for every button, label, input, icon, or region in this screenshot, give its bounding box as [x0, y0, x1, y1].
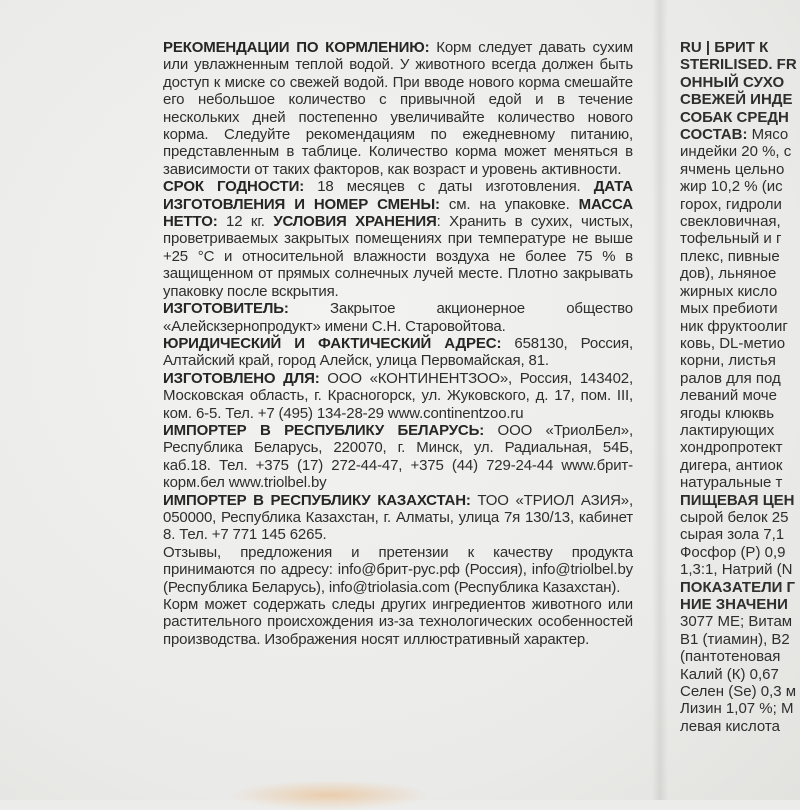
right-column-line: (пантотеновая: [680, 648, 781, 666]
right-column-line: жир 10,2 % (ис: [680, 178, 783, 196]
right-text-column: [680, 39, 800, 735]
shelf-life-title: СРОК ГОДНОСТИ:: [163, 178, 305, 196]
feedback-text: Отзывы, предложения и претензии к качеству продукта принимаются по адресу: info@брит-рус.рф (Россия), info@triolbel.by (Республика Беларусь), info@triolasia.com (Республика Казахстан).: [163, 543, 633, 596]
right-column-line: плекс, пивные: [680, 247, 780, 265]
right-column-line: ник фруктоолиг: [680, 317, 788, 335]
left-text-column: [163, 39, 633, 648]
right-column-line: ралов для под: [680, 369, 781, 387]
right-column-line: НИЕ ЗНАЧЕНИ: [680, 596, 788, 613]
kazakhstan-importer-title: ИМПОРТЕР В РЕСПУБЛИКУ КАЗАХСТАН:: [163, 491, 471, 509]
right-column-line: корни, листья: [680, 352, 776, 370]
right-column-line: ягоды клюквь: [680, 404, 775, 422]
right-column-line: сырой белок 25: [680, 508, 789, 526]
feeding-text: Корм следует давать сухим или увлажненным теплой водой. У животного всегда должен быть доступ к миске со свежей водой. При вводе нового корма смешайте его небольшое количество с привычной едой и в течение нескольких дней постепенно увеличивайте количество нового корма. Следуйте рекомендациям по ежедневному питанию, представленным в таблице. Количество корма может меняться в зависимости от таких факторов, как возраст и уровень активности.: [163, 39, 633, 178]
right-column-line: свекловичная,: [680, 213, 781, 231]
right-column-line: леваний моче: [680, 387, 777, 405]
right-column-line: жирных кисло: [680, 282, 778, 300]
address-text: 658130, Россия, Алтайский край, город Алейск, улица Первомайская, 81.: [163, 334, 633, 370]
manufacturer-paragraph: [163, 300, 633, 335]
right-column-line: 3077 МЕ; Витам: [680, 613, 793, 631]
right-column-line: горох, гидроли: [680, 195, 782, 213]
feeding-title: РЕКОМЕНДАЦИИ ПО КОРМЛЕНИЮ:: [163, 39, 430, 56]
trace-paragraph: [163, 596, 633, 648]
right-column-line: RU | БРИТ К: [680, 39, 769, 56]
net-mass-text: 12 кг.: [226, 213, 265, 231]
kazakhstan-importer-text: ТОО «ТРИОЛ АЗИЯ», 050000, Республика Казахстан, г. Алматы, улица 7я 130/13, кабинет 8. Тел. +7 771 145 6265.: [163, 491, 633, 544]
belarus-importer-title: ИМПОРТЕР В РЕСПУБЛИКУ БЕЛАРУСЬ:: [163, 421, 485, 439]
right-column-line: дов), льняное: [680, 265, 777, 283]
package-fold: [652, 0, 668, 800]
right-column-line: индейки 20 %, с: [680, 143, 792, 161]
right-column-line: хондропротект: [680, 439, 783, 457]
right-column-line: мых пребиоти: [680, 300, 778, 318]
storage-paragraph: [163, 178, 633, 300]
right-column-line: STERILISED. FR: [680, 56, 797, 74]
right-column-line: Лизин 1,07 %; М: [680, 700, 794, 718]
made-for-title: ИЗГОТОВЛЕНО ДЛЯ:: [163, 369, 320, 387]
right-column-line: СОСТАВ: Мясо: [680, 126, 789, 144]
right-column-line: ПИЩЕВАЯ ЦЕН: [680, 491, 795, 509]
production-date-title: ДАТА ИЗГОТОВЛЕНИЯ И НОМЕР СМЕНЫ:: [163, 178, 633, 213]
right-column-line: сырая зола 7,1: [680, 526, 785, 544]
feedback-paragraph: [163, 544, 633, 596]
address-paragraph: [163, 335, 633, 370]
right-column-line: натуральные т: [680, 474, 783, 492]
right-column-line: тофельный и г: [680, 230, 782, 248]
right-column-line: ковь, DL-метио: [680, 334, 786, 352]
net-mass-title: МАССА НЕТТО:: [163, 195, 633, 231]
trace-text: Корм может содержать следы других ингредиентов животного или растительного происхождения из-за технологических особенностей производства. Изображения носят иллюстративный характер.: [163, 596, 633, 648]
belarus-importer-text: ООО «ТриолБел», Республика Беларусь, 220070, г. Минск, ул. Радиальная, 54Б, каб.18. Тел. +375 (17) 272-44-47, +375 (44) 729-24-44 www.брит-корм.бел www.triolbel.by: [163, 421, 633, 492]
right-column-line: левая кислота: [680, 717, 780, 735]
feeding-paragraph: [163, 39, 633, 178]
right-column-line: СВЕЖЕЙ ИНДЕ: [680, 91, 793, 109]
decorative-glow: [230, 780, 430, 810]
right-column-line: Калий (К) 0,67: [680, 665, 779, 683]
right-column-line: 1,3:1, Натрий (N: [680, 561, 793, 579]
made-for-paragraph: [163, 370, 633, 422]
manufacturer-text: Закрытое акционерное общество «Алейскзернопродукт» имени С.Н. Старовойтова.: [163, 300, 633, 335]
storage-title: УСЛОВИЯ ХРАНЕНИЯ: [273, 213, 437, 231]
right-column-line: дигера, антиок: [680, 456, 783, 474]
right-column-line: СОБАК СРЕДН: [680, 108, 789, 126]
right-column-line: лактирующих: [680, 421, 775, 439]
right-column-line: Фосфор (Р) 0,9: [680, 543, 786, 561]
right-column-line: В1 (тиамин), В2: [680, 630, 790, 648]
right-column-line: ячмень цельно: [680, 160, 785, 178]
right-column-line: ОННЫЙ СУХО: [680, 73, 785, 91]
production-date-text: см. на упаковке.: [448, 195, 570, 213]
kazakhstan-importer-paragraph: [163, 492, 633, 544]
shelf-life-text: 18 месяцев с даты изготовления.: [317, 178, 581, 196]
address-title: ЮРИДИЧЕСКИЙ И ФАКТИЧЕСКИЙ АДРЕС:: [163, 334, 502, 352]
right-column-line: Селен (Se) 0,3 м: [680, 683, 797, 701]
storage-text: : Хранить в сухих, чистых, проветриваемых закрытых помещениях при температуре не выше +25 °С и относительной влажности воздуха не более 75 % в защищенном от прямых солнечных лучей месте. Плотно закрывать упаковку после вскрытия.: [163, 213, 633, 300]
belarus-importer-paragraph: [163, 422, 633, 492]
manufacturer-title: ИЗГОТОВИТЕЛЬ:: [163, 300, 289, 318]
made-for-text: ООО «КОНТИНЕНТЗОО», Россия, 143402, Московская область, г. Красногорск, ул. Жуковского, д. 17, пом. III, ком. 6-5. Тел. +7 (495) 134-28-29 www.continentzoo.ru: [163, 369, 633, 422]
right-column-line: ПОКАЗАТЕЛИ Г: [680, 578, 796, 596]
